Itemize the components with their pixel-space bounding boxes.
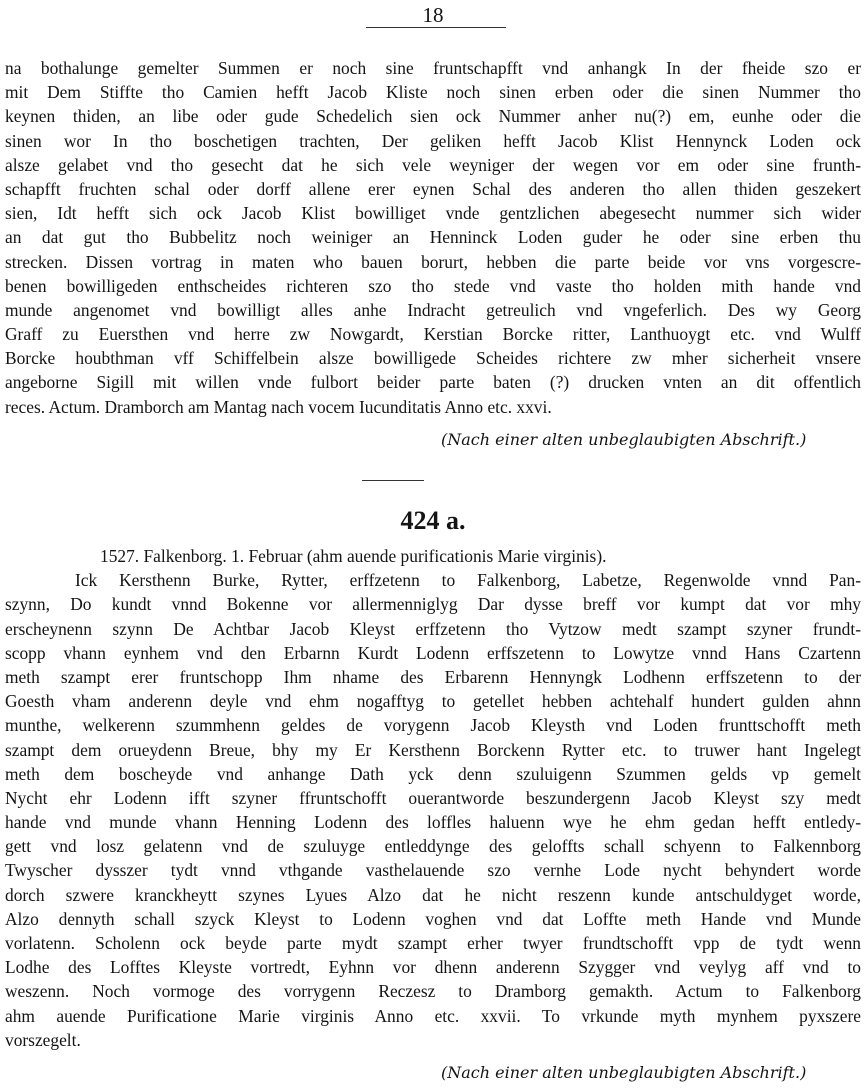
source-note: (Nach einer alten unbeglaubigten Abschrift.) xyxy=(441,1063,807,1082)
text-line: szampt dem orueydenn Breue, bhy my Er Kersthenn Borckenn Rytter etc. to truwer hant Ingelegt xyxy=(5,739,861,760)
document-body xyxy=(5,544,861,1052)
text-line: vorszegelt. xyxy=(5,1029,81,1050)
text-line: Alzo dennyth schall szyck Kleyst to Lodenn voghen vnd dat Loffte meth Hande vnd Munde xyxy=(5,908,861,929)
text-line: Ick Kersthenn Burke, Rytter, erffzetenn to Falkenborg, Labetze, Regenwolde vnnd Pan- xyxy=(75,570,861,591)
text-line: munde angenomet vnd bowilligt alles anhe Indracht getreulich vnd vngeferlich. Des wy Georg xyxy=(5,299,861,320)
text-line: meth szampt erer fruntschopp Ihm nhame des Erbarenn Hennyngk Lodhenn erffszetenn to der xyxy=(5,666,861,687)
text-line: Goesth vham anderenn deyle vnd ehm nogafftyg to getellet hebben achtehalf hundert gulden ahnn xyxy=(5,691,861,712)
text-line: schapfft fruchten schal oder dorff allene erer eynen Schal des anderen tho allen thiden geszekert xyxy=(5,178,861,199)
text-line: ahm auende Purificatione Marie virginis Anno etc. xxvii. To vrkunde myth mynhem pyxszere xyxy=(5,1005,861,1026)
section-separator xyxy=(362,480,424,481)
text-line: strecken. Dissen vortrag in maten who bauen borurt, hebben die parte beide vor vns vorgescre- xyxy=(5,251,861,272)
document-number: 424 a. xyxy=(400,506,466,535)
text-line: dorch szwere kranckheytt szynes Lyues Alzo dat he nicht reszenn kunde antschuldyget worde, xyxy=(5,884,861,905)
text-line: reces. Actum. Dramborch am Mantag nach vocem Iucunditatis Anno etc. xxvi. xyxy=(5,396,552,417)
text-line: meth dem boscheyde vnd anhange Dath yck denn szuluigenn Szummen gelds vp gemelt xyxy=(5,763,861,784)
text-line: keynen thiden, an libe oder gude Schedelich sien ock Nummer anher nu(?) em, eunhe oder die xyxy=(5,106,861,127)
text-line: Borcke houbthman vff Schiffelbein alsze bowilligede Scheides richtere zw mher sicherheit vnsere xyxy=(5,348,861,369)
text-line: an dat gut tho Bubbelitz noch weiniger an Henninck Loden guder he oder sine erben thu xyxy=(5,227,861,248)
text-line: vorlatenn. Scholenn ock beyde parte mydt szampt erher twyer frundtschofft vpp de tydt wenn xyxy=(5,933,861,953)
continued-text xyxy=(5,56,861,419)
text-line: scopp vhann eynhem vnd den Erbarnn Kurdt Lodenn erffszetenn to Lowytze vnnd Hans Czartenn xyxy=(5,642,861,663)
text-line: sien, Idt hefft sich ock Jacob Klist bowilliget vnde gentzlichen abegesecht nummer sich wider xyxy=(5,203,861,224)
text-line: Graff zu Euersthen vnd herre zw Nowgardt, Kerstian Borcke ritter, Lanthuoygt etc. vnd Wulff xyxy=(5,324,861,345)
date-line: 1527. Falkenborg. 1. Februar (ahm auende purificationis Marie virginis). xyxy=(100,546,607,566)
text-line: erscheynenn szynn De Achtbar Jacob Kleyst erffzetenn tho Vytzow medt szampt szyner frundt- xyxy=(5,618,861,639)
text-line: alsze gelabet vnd tho gesecht dat he sich vele weyniger der wegen vor em oder sine frunth- xyxy=(5,154,861,175)
page-number: 18 xyxy=(422,3,444,27)
text-line: Twyscher dysszer tydt vnnd vthgande vasthelauende szo vernhe Lode nycht behyndert worde xyxy=(5,860,861,881)
text-line: munthe, welkerenn szummhenn geldes de vorygenn Jacob Kleysth vnd Loden frunttschofft meth xyxy=(5,715,861,736)
source-note: (Nach einer alten unbeglaubigten Abschrift.) xyxy=(441,430,807,449)
text-line: sinen wor In tho boschetigen trachten, Der geliken hefft Jacob Klist Hennynck Loden ock xyxy=(5,130,861,151)
header-rule xyxy=(366,27,506,28)
text-line: mit Dem Stiffte tho Camien hefft Jacob Kliste noch sinen erben oder die sinen Nummer tho xyxy=(5,82,861,103)
text-line: weszenn. Noch vormoge des vorrygenn Reczesz to Dramborg gemakth. Actum to Falkenborg xyxy=(5,981,861,1002)
text-line: benen bowilligeden enthscheides richteren szo tho stede vnd vaste tho holden mith hande vnd xyxy=(5,275,861,296)
text-line: Nycht ehr Lodenn ifft szyner ffruntschofft ouerantworde beszundergenn Jacob Kleyst szy medt xyxy=(5,787,861,808)
text-line: hande vnd munde vhann Henning Lodenn des loffles haluenn wye he ehm gedan hefft entledy- xyxy=(5,812,861,833)
text-line: gett vnd losz gelatenn vnd de szuluyge entleddynge des geloffts schall schyenn to Falkennborg xyxy=(5,836,861,857)
text-line: angeborne Sigill mit willen vnde fulbort beider parte baten (?) drucken vnten an dit offentlich xyxy=(5,372,861,393)
text-line: na bothalunge gemelter Summen er noch sine fruntschapfft vnd anhangk In der fheide szo er xyxy=(5,58,861,78)
text-line: szynn, Do kundt vnnd Bokenne vor allermenniglyg Dar dysse breff vor kumpt dat vor mhy xyxy=(5,594,861,615)
text-line: Lodhe des Lofftes Kleyste vortredt, Eyhnn vor dhenn anderenn Szygger vnd veylyg aff vnd to xyxy=(5,957,861,978)
